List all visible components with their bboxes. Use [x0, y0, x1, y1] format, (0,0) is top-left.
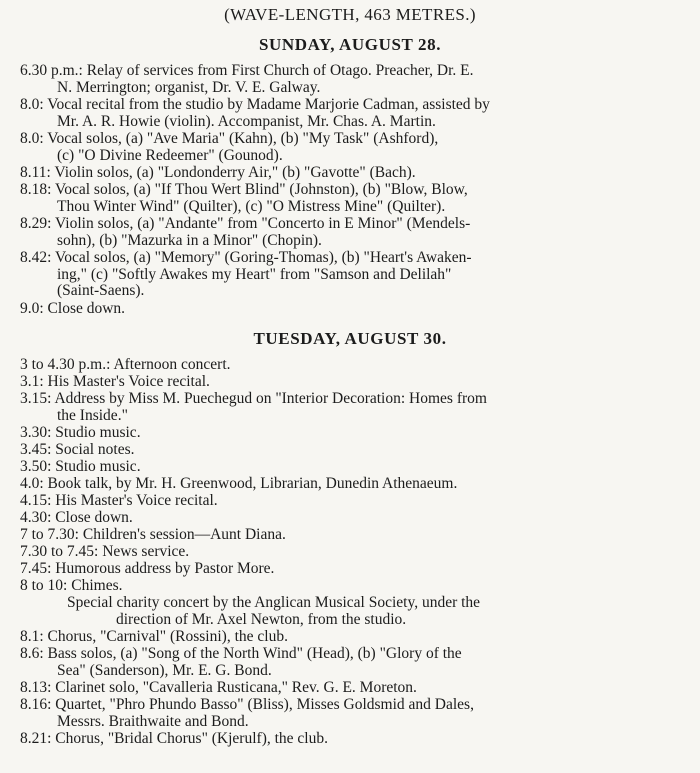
entry-line: the Inside.": [57, 406, 128, 424]
program-entry: [20, 459, 690, 476]
entry-line: Special charity concert by the Anglican Musical Society, under the: [67, 594, 481, 611]
entry-line: sohn), (b) "Mazurka in a Minor" (Chopin).: [57, 231, 322, 249]
program-entry: [20, 250, 690, 300]
program-entry: [20, 697, 690, 730]
entry-line: Messrs. Braithwaite and Bond.: [57, 712, 249, 730]
entry-line: Sea" (Sanderson), Mr. E. G. Bond.: [57, 661, 272, 679]
program-entry: [20, 63, 690, 96]
entry-line: 4.15: His Master's Voice recital.: [20, 492, 218, 509]
entry-line: 8.0: Vocal recital from the studio by Madame Marjorie Cadman, assisted by: [20, 96, 490, 113]
program-entry: [20, 357, 690, 374]
entry-line: 3.50: Studio music.: [20, 458, 141, 475]
program-entry: [20, 131, 690, 164]
program-entry: [20, 595, 690, 628]
entry-line: (Saint-Saens).: [57, 282, 145, 300]
program-entry: [20, 476, 690, 493]
sunday-heading: SUNDAY, AUGUST 28.: [258, 35, 442, 54]
program-entry: [20, 680, 690, 697]
program-entry: [20, 544, 690, 561]
entry-line: Mr. A. R. Howie (violin). Accompanist, Mr. Chas. A. Martin.: [57, 112, 436, 130]
entry-line: 7 to 7.30: Children's session—Aunt Diana.: [20, 526, 286, 543]
entry-line: 6.30 p.m.: Relay of services from First Church of Otago. Preacher, Dr. E.: [20, 62, 474, 79]
program-entry: [20, 578, 690, 595]
entry-line: 8.1: Chorus, "Carnival" (Rossini), the club.: [20, 628, 288, 645]
program-entry: [20, 561, 690, 578]
program-entry: [20, 165, 690, 182]
entry-line: 8.42: Vocal solos, (a) "Memory" (Goring-Thomas), (b) "Heart's Awaken-: [20, 249, 472, 266]
entry-line: N. Merrington; organist, Dr. V. E. Galway.: [57, 78, 321, 96]
entry-line: 8.16: Quartet, "Phro Phundo Basso" (Bliss), Misses Goldsmid and Dales,: [20, 696, 474, 713]
program-entry: [20, 374, 690, 391]
entry-line: 8.29: Violin solos, (a) "Andante" from "Concerto in E Minor" (Mendels-: [20, 215, 471, 232]
program-entry: [20, 391, 690, 424]
entry-line: 8.11: Violin solos, (a) "Londonderry Air," (b) "Gavotte" (Bach).: [20, 164, 416, 181]
entry-line: 8.0: Vocal solos, (a) "Ave Maria" (Kahn), (b) "My Task" (Ashford),: [20, 130, 439, 147]
entry-line: direction of Mr. Axel Newton, from the studio.: [116, 610, 407, 628]
entry-line: 3.15: Address by Miss M. Puechegud on "Interior Decoration: Homes from: [20, 390, 487, 407]
entry-line: (c) "O Divine Redeemer" (Gounod).: [57, 146, 283, 164]
entry-line: 4.0: Book talk, by Mr. H. Greenwood, Librarian, Dunedin Athenaeum.: [20, 475, 458, 492]
entry-line: 3.45: Social notes.: [20, 441, 135, 458]
program-entry: [20, 97, 690, 130]
program-entry: [20, 629, 690, 646]
entry-line: 8.21: Chorus, "Bridal Chorus" (Kjerulf), the club.: [20, 730, 328, 747]
program-entry: [20, 442, 690, 459]
program-entry: [20, 301, 690, 318]
program-entry: [20, 527, 690, 544]
program-entry: [20, 731, 690, 748]
entry-line: 7.30 to 7.45: News service.: [20, 543, 190, 560]
entry-line: 8.6: Bass solos, (a) "Song of the North Wind" (Head), (b) "Glory of the: [20, 645, 462, 662]
program-entry: [20, 493, 690, 510]
entry-line: ing," (c) "Softly Awakes my Heart" from "Samson and Delilah": [57, 265, 452, 283]
entry-line: 3.30: Studio music.: [20, 424, 141, 441]
entry-line: 4.30: Close down.: [20, 509, 133, 526]
tuesday-heading: TUESDAY, AUGUST 30.: [253, 329, 447, 348]
entry-line: 7.45: Humorous address by Pastor More.: [20, 560, 275, 577]
entry-line: 3 to 4.30 p.m.: Afternoon concert.: [20, 356, 231, 373]
entry-line: 8.13: Clarinet solo, "Cavalleria Rusticana," Rev. G. E. Moreton.: [20, 679, 417, 696]
entry-line: 8.18: Vocal solos, (a) "If Thou Wert Blind" (Johnston), (b) "Blow, Blow,: [20, 181, 468, 198]
entry-line: 8 to 10: Chimes.: [20, 577, 123, 594]
entry-line: 9.0: Close down.: [20, 300, 126, 317]
entry-line: Thou Winter Wind" (Quilter), (c) "O Mistress Mine" (Quilter).: [57, 197, 446, 215]
wavelength-heading: (WAVE-LENGTH, 463 METRES.): [224, 5, 476, 24]
program-entry: [20, 216, 690, 249]
program-entry: [20, 646, 690, 679]
program-entry: [20, 182, 690, 215]
entry-line: 3.1: His Master's Voice recital.: [20, 373, 210, 390]
program-entry: [20, 510, 690, 527]
program-entry: [20, 425, 690, 442]
